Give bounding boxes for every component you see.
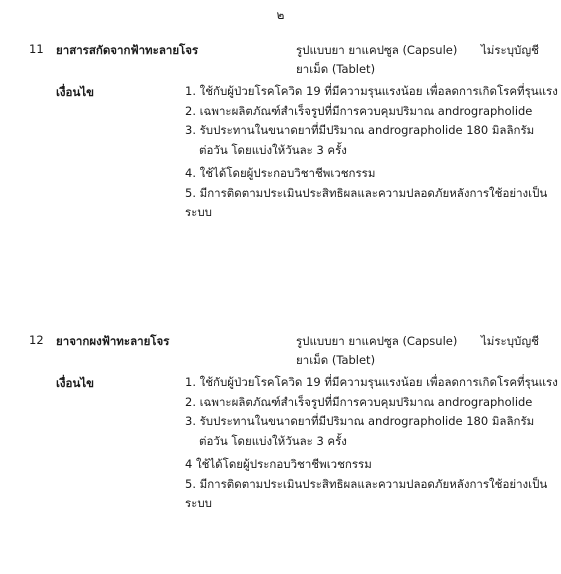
- condition-label: เงื่อนไข: [56, 85, 94, 99]
- condition-item: 4. ใช้ได้โดยผู้ประกอบวิชาชีพเวชกรรม: [185, 166, 376, 180]
- condition-item: 5. มีการติดตามประเมินประสิทธิผลและความปลอดภัยหลังการใช้อย่างเป็น: [185, 185, 548, 200]
- page-number: ๒: [276, 8, 285, 22]
- condition-list: [185, 82, 558, 223]
- condition-label: เงื่อนไข: [56, 376, 94, 390]
- condition-item-continued: ระบบ: [185, 205, 212, 219]
- drug-name: ยาสารสกัดจากฟ้าทะลายโจร: [56, 43, 199, 57]
- condition-item: 4 ใช้ได้โดยผู้ประกอบวิชาชีพเวชกรรม: [185, 457, 372, 471]
- registration-status: ไม่ระบุบัญชี: [481, 43, 539, 57]
- condition-item-continued: ระบบ: [185, 496, 212, 510]
- dosage-form-alt: ยาเม็ด (Tablet): [296, 62, 376, 76]
- entry-number: 12: [29, 333, 44, 347]
- dosage-form-alt: ยาเม็ด (Tablet): [296, 353, 376, 367]
- condition-item-continued: ต่อวัน โดยแบ่งให้วันละ 3 ครั้ง: [199, 433, 347, 448]
- condition-item: 1. ใช้กับผู้ป่วยโรคโควิด 19 ที่มีความรุนแรงน้อย เพื่อลดการเกิดโรคที่รุนแรง: [185, 84, 558, 98]
- drug-entry: [0, 333, 561, 533]
- drug-name: ยาจากผงฟ้าทะลายโจร: [56, 334, 170, 348]
- entry-number: 11: [29, 42, 44, 56]
- condition-list: [185, 373, 558, 514]
- condition-item-continued: ต่อวัน โดยแบ่งให้วันละ 3 ครั้ง: [199, 142, 347, 157]
- dosage-form: รูปแบบยา ยาแคปซูล (Capsule): [296, 334, 458, 348]
- condition-item: 2. เฉพาะผลิตภัณฑ์สำเร็จรูปที่มีการควบคุมปริมาณ andrographolide: [185, 394, 533, 409]
- dosage-form: รูปแบบยา ยาแคปซูล (Capsule): [296, 43, 458, 57]
- registration-status: ไม่ระบุบัญชี: [481, 334, 539, 348]
- drug-entry: [0, 42, 561, 242]
- condition-item: 1. ใช้กับผู้ป่วยโรคโควิด 19 ที่มีความรุนแรงน้อย เพื่อลดการเกิดโรคที่รุนแรง: [185, 375, 558, 389]
- condition-item: 3. รับประทานในขนาดยาที่มีปริมาณ andrographolide 180 มิลลิกรัม: [185, 414, 535, 428]
- condition-item: 3. รับประทานในขนาดยาที่มีปริมาณ andrographolide 180 มิลลิกรัม: [185, 123, 535, 137]
- condition-item: 5. มีการติดตามประเมินประสิทธิผลและความปลอดภัยหลังการใช้อย่างเป็น: [185, 476, 548, 491]
- condition-item: 2. เฉพาะผลิตภัณฑ์สำเร็จรูปที่มีการควบคุมปริมาณ andrographolide: [185, 103, 533, 118]
